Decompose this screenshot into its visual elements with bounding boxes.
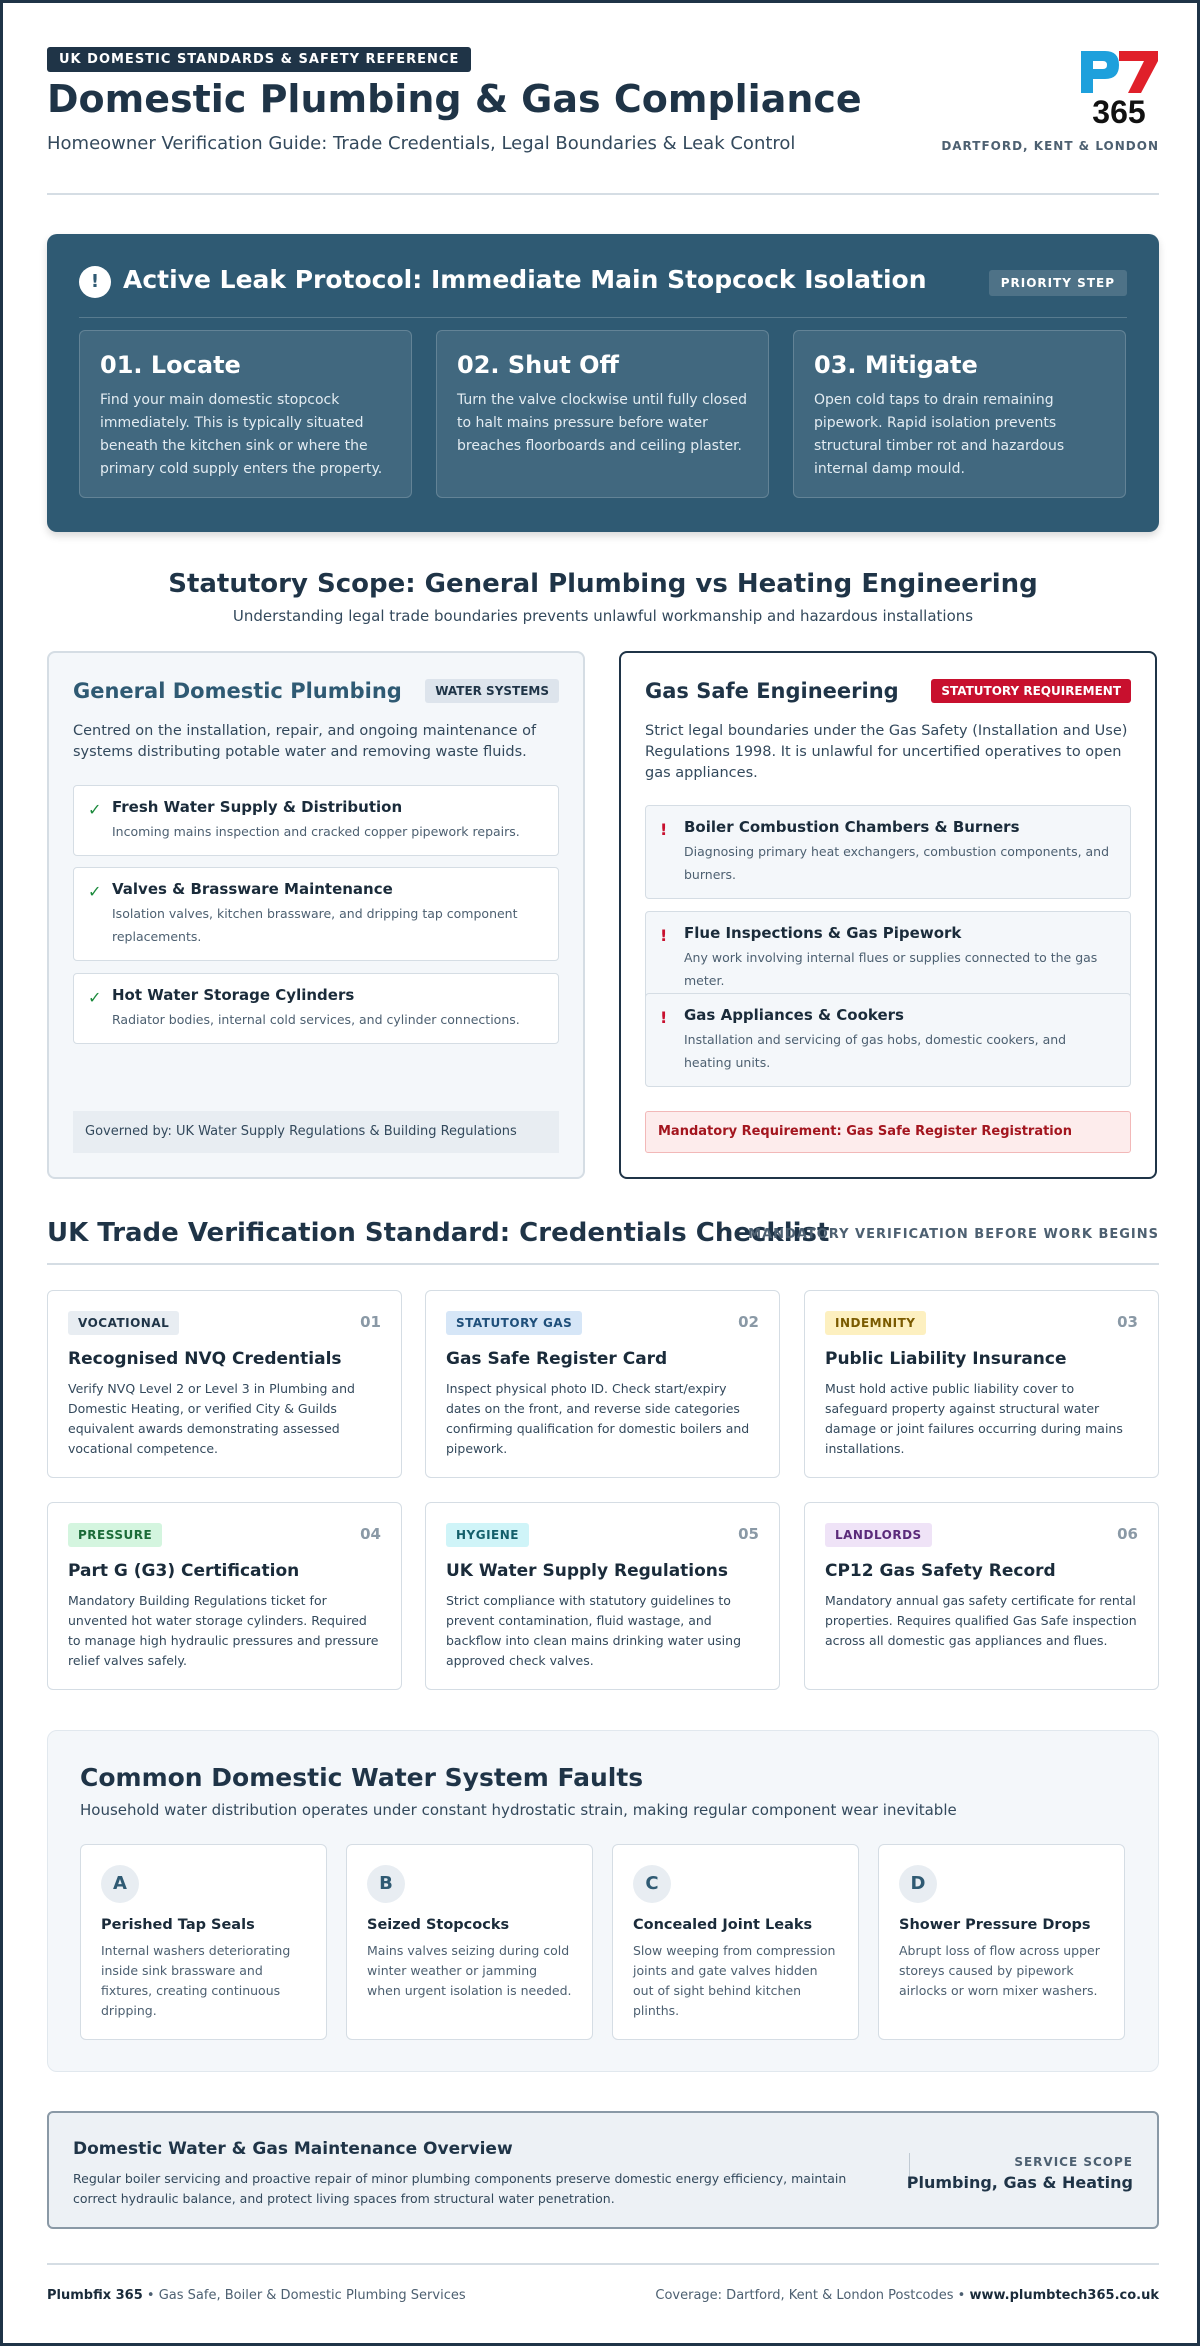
gas-item-title: Flue Inspections & Gas Pipework [684, 924, 962, 942]
gas-item-title: Boiler Combustion Chambers & Burners [684, 818, 1020, 836]
gas-item [645, 993, 1131, 1087]
leak-step-text: Turn the valve clockwise until fully closed to halt mains pressure before water breaches floorboards and ceiling plaster. [457, 392, 748, 454]
gas-item-title: Gas Appliances & Cookers [684, 1006, 904, 1024]
credential-badge: PRESSURE [68, 1523, 162, 1547]
credential-title: Public Liability Insurance [825, 1349, 1067, 1369]
leak-step-title: 01. Locate [100, 351, 241, 379]
service-scope-value: Plumbing, Gas & Heating [906, 2173, 1133, 2192]
credential-text: Inspect physical photo ID. Check start/expiry dates on the front, and reverse side categories confirming qualification for domestic boilers and pipework. [446, 1381, 750, 1456]
page-title: Domestic Plumbing & Gas Compliance [47, 77, 862, 121]
credential-badge: STATUTORY GAS [446, 1311, 582, 1335]
leak-step-shut-off [436, 330, 769, 498]
checklist-note: MANDATORY VERIFICATION BEFORE WORK BEGINS [748, 1227, 1159, 1242]
check-icon: ✓ [88, 988, 102, 1007]
water-systems-badge: WATER SYSTEMS [425, 679, 559, 703]
plumbing-item-text: Radiator bodies, internal cold services, and cylinder connections. [112, 1012, 520, 1027]
maintenance-overview [47, 2111, 1159, 2229]
leak-step-title: 03. Mitigate [814, 351, 978, 379]
plumbing-item-title: Fresh Water Supply & Distribution [112, 798, 403, 816]
plumbing-panel [47, 651, 585, 1179]
credential-badge: LANDLORDS [825, 1523, 932, 1547]
credential-number: 06 [1117, 1525, 1138, 1543]
checklist-title: UK Trade Verification Standard: Credentials Checklist [47, 1218, 830, 1248]
plumbing-item-title: Valves & Brassware Maintenance [112, 880, 393, 898]
priority-badge: PRIORITY STEP [989, 270, 1127, 296]
gas-item-text: Installation and servicing of gas hobs, domestic cookers, and heating units. [684, 1032, 1067, 1070]
credential-number: 01 [360, 1313, 381, 1331]
credential-badge: INDEMNITY [825, 1311, 926, 1335]
credential-number: 03 [1117, 1313, 1138, 1331]
fault-title: Shower Pressure Drops [899, 1917, 1091, 1933]
fault-card [80, 1844, 327, 2040]
leak-step-locate [79, 330, 412, 498]
alert-icon: ! [79, 266, 111, 298]
fault-card [346, 1844, 593, 2040]
fault-text: Internal washers deteriorating inside sink brassware and fixtures, creating continuous dripping. [101, 1943, 291, 2018]
credential-card [47, 1502, 402, 1690]
footer-coverage [655, 2288, 1159, 2303]
page-content [47, 3, 1159, 2303]
fault-text: Mains valves seizing during cold winter weather or jamming when urgent isolation is needed. [367, 1943, 572, 1998]
statutory-badge: STATUTORY REQUIREMENT [931, 679, 1131, 703]
footer-tagline: Gas Safe, Boiler & Domestic Plumbing Services [158, 2288, 466, 2303]
credential-text: Must hold active public liability cover to safeguard property against structural water damage or joint failures occurring during mains installations. [825, 1381, 1123, 1456]
leak-step-text: Find your main domestic stopcock immediately. This is typically situated beneath the kitchen sink or where the primary cold supply enters the property. [100, 392, 383, 477]
gas-item-text: Any work involving internal flues or supplies connected to the gas meter. [684, 950, 1098, 988]
scope-title: Statutory Scope: General Plumbing vs Heating Engineering [168, 569, 1038, 599]
page-header [47, 3, 1159, 195]
gas-item [645, 911, 1131, 1005]
page-subtitle: Homeowner Verification Guide: Trade Credentials, Legal Boundaries & Leak Control [47, 133, 796, 154]
credential-card [804, 1502, 1159, 1690]
gas-panel-title: Gas Safe Engineering [645, 679, 899, 703]
credential-text: Strict compliance with statutory guidelines to prevent contamination, fluid wastage, and backflow into clean mains drinking water using approved check valves. [446, 1593, 742, 1668]
divider [47, 2263, 1159, 2265]
reference-tag: UK DOMESTIC STANDARDS & SAFETY REFERENCE [47, 47, 471, 72]
credential-number: 05 [738, 1525, 759, 1543]
scope-subtitle: Understanding legal trade boundaries prevents unlawful workmanship and hazardous installations [232, 607, 974, 625]
plumbing-item-text: Incoming mains inspection and cracked copper pipework repairs. [112, 824, 520, 839]
fault-letter: D [899, 1865, 937, 1903]
footer-brand [47, 2288, 466, 2303]
leak-step-text: Open cold taps to drain remaining pipework. Rapid isolation prevents structural timber rot and hazardous internal damp mould. [814, 392, 1065, 477]
credential-title: Recognised NVQ Credentials [68, 1349, 342, 1369]
overview-text: Regular boiler servicing and proactive repair of minor plumbing components preserve domestic energy efficiency, maintain correct hydraulic balance, and protect living spaces from structural water penetration. [73, 2171, 847, 2206]
credential-badge: HYGIENE [446, 1523, 529, 1547]
plumbing-item [73, 785, 559, 856]
leak-protocol-panel [47, 234, 1159, 532]
credential-title: Gas Safe Register Card [446, 1349, 668, 1369]
credential-title: CP12 Gas Safety Record [825, 1561, 1056, 1581]
fault-letter: C [633, 1865, 671, 1903]
credential-number: 04 [360, 1525, 381, 1543]
fault-text: Slow weeping from compression joints and gate valves hidden out of sight behind kitchen plinths. [633, 1943, 836, 2018]
plumbing-panel-desc: Centred on the installation, repair, and ongoing maintenance of systems distributing potable water and removing waste fluids. [73, 723, 537, 760]
footer-website-link[interactable]: www.plumbtech365.co.uk [969, 2288, 1159, 2303]
check-icon: ✓ [88, 882, 102, 901]
faults-title: Common Domestic Water System Faults [80, 1763, 644, 1792]
credential-text: Verify NVQ Level 2 or Level 3 in Plumbing and Domestic Heating, or verified City & Guilds equivalent awards demonstrating assessed vocational competence. [68, 1381, 355, 1456]
fault-text: Abrupt loss of flow across upper storeys caused by pipework airlocks or worn mixer washers. [899, 1943, 1100, 1998]
footer-coverage-text: Coverage: Dartford, Kent & London Postcodes [655, 2288, 954, 2303]
overview-title: Domestic Water & Gas Maintenance Overview [73, 2139, 513, 2159]
footer-separator: • [953, 2288, 970, 2303]
credential-title: UK Water Supply Regulations [446, 1561, 729, 1581]
credential-card [425, 1290, 780, 1478]
divider [47, 1263, 1159, 1265]
plumbing-item-title: Hot Water Storage Cylinders [112, 986, 355, 1004]
fault-letter: B [367, 1865, 405, 1903]
fault-card [878, 1844, 1125, 2040]
credential-card [425, 1502, 780, 1690]
leak-protocol-title: Active Leak Protocol: Immediate Main Stopcock Isolation [123, 265, 927, 294]
mandatory-requirement-note: Mandatory Requirement: Gas Safe Register Registration [645, 1111, 1131, 1153]
credential-number: 02 [738, 1313, 759, 1331]
credential-card [804, 1290, 1159, 1478]
fault-title: Seized Stopcocks [367, 1917, 510, 1933]
gas-panel [619, 651, 1157, 1179]
credential-text: Mandatory Building Regulations ticket for unvented hot water storage cylinders. Required to manage high hydraulic pressures and pressure relief valves safely. [68, 1593, 379, 1668]
fault-title: Concealed Joint Leaks [633, 1917, 813, 1933]
faults-subtitle: Household water distribution operates under constant hydrostatic strain, making regular component wear inevitable [80, 1801, 957, 1819]
plumbing-panel-title: General Domestic Plumbing [73, 679, 402, 703]
faults-panel [47, 1730, 1159, 2072]
gas-item-text: Diagnosing primary heat exchangers, combustion components, and burners. [684, 844, 1110, 882]
gas-item [645, 805, 1131, 899]
credential-text: Mandatory annual gas safety certificate for rental properties. Requires qualified Gas Safe inspection across all domestic gas appliances and flues. [825, 1593, 1137, 1648]
footer-separator: • [142, 2288, 159, 2303]
svg-text:365: 365 [1092, 94, 1146, 125]
leak-step-title: 02. Shut Off [457, 351, 619, 379]
gas-panel-desc: Strict legal boundaries under the Gas Safety (Installation and Use) Regulations 1998. It is unlawful for uncertified operatives to open gas appliances. [645, 723, 1128, 781]
fault-letter: A [101, 1865, 139, 1903]
credential-card [47, 1290, 402, 1478]
fault-title: Perished Tap Seals [101, 1917, 255, 1933]
check-icon: ✓ [88, 800, 102, 819]
credential-title: Part G (G3) Certification [68, 1561, 300, 1581]
service-scope-label: SERVICE SCOPE [1014, 2155, 1133, 2169]
warning-icon: ! [660, 926, 668, 945]
leak-step-mitigate [793, 330, 1126, 498]
fault-card [612, 1844, 859, 2040]
warning-icon: ! [660, 1008, 668, 1027]
governed-by-note: Governed by: UK Water Supply Regulations & Building Regulations [73, 1111, 559, 1153]
location-label: DARTFORD, KENT & LONDON [941, 139, 1159, 153]
brand-logo [1079, 49, 1159, 125]
warning-icon: ! [660, 820, 668, 839]
footer-brand-name: Plumbfix 365 [47, 2288, 143, 2303]
plumbing-item [73, 973, 559, 1044]
credential-badge: VOCATIONAL [68, 1311, 179, 1335]
plumbing-item-text: Isolation valves, kitchen brassware, and dripping tap component replacements. [112, 906, 518, 944]
leak-protocol-header [79, 262, 1127, 318]
plumbing-item [73, 867, 559, 961]
